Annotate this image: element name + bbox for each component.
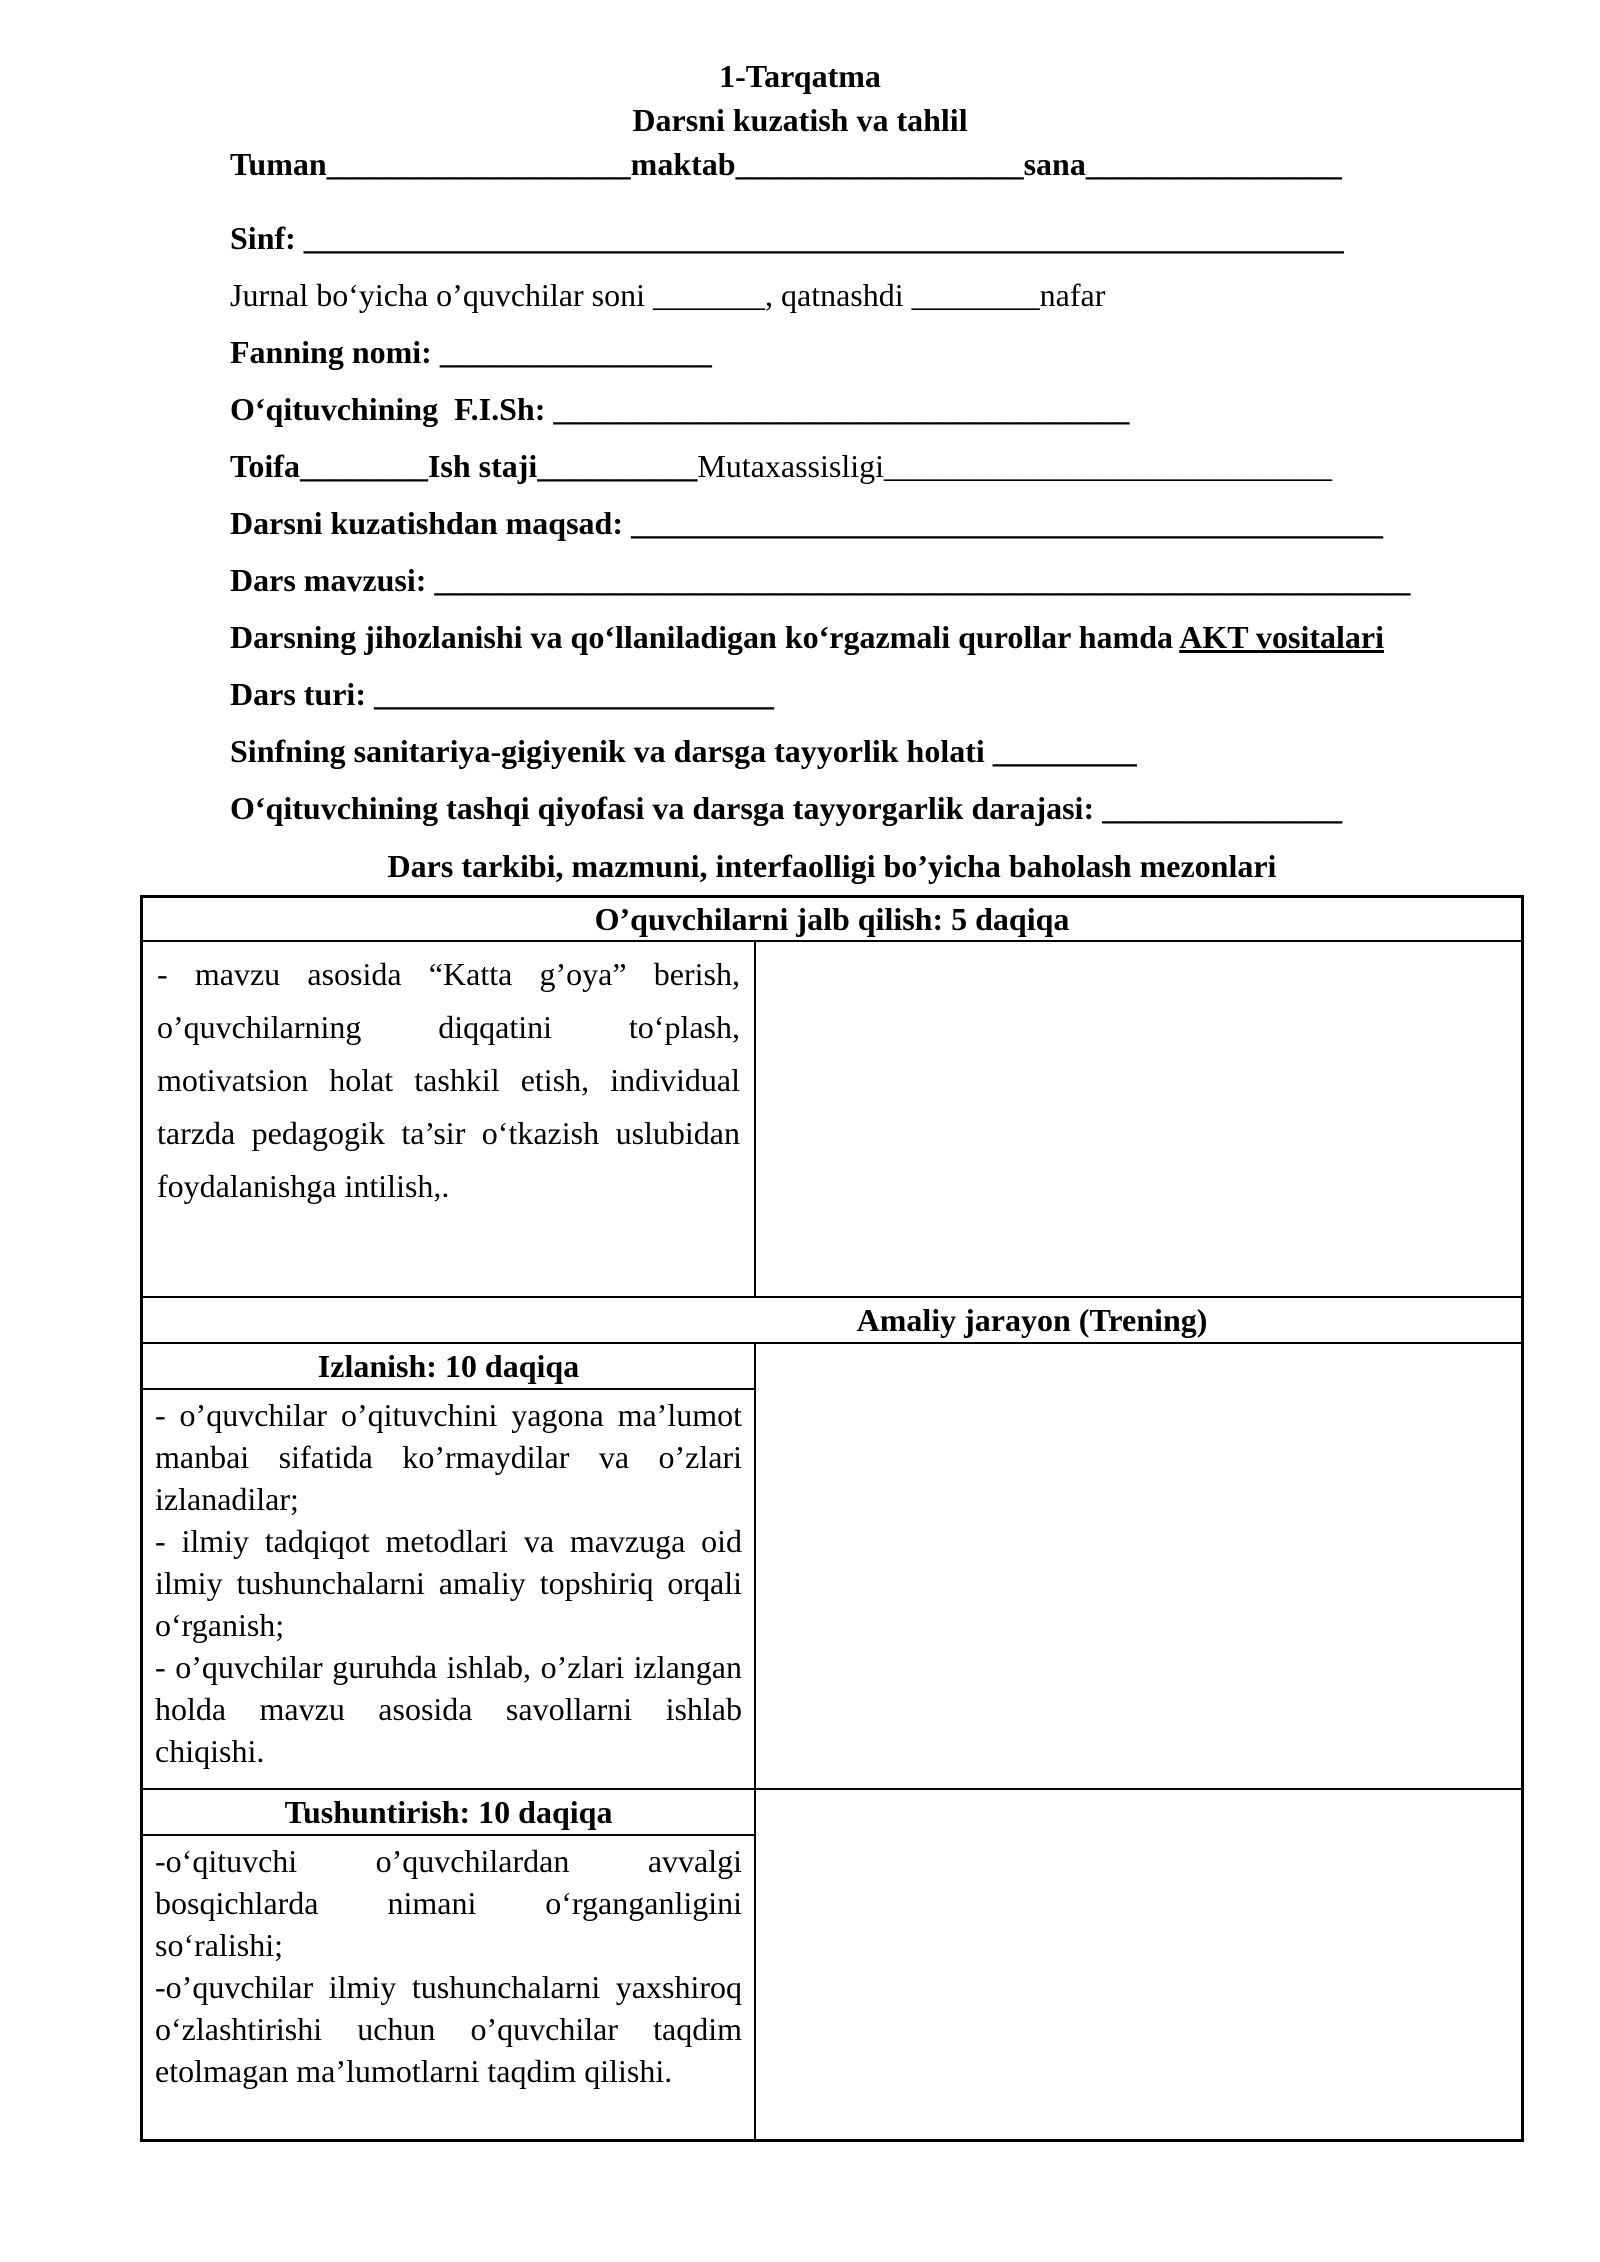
section1-criteria-cell: - mavzu asosida “Katta g’oya” berish, o’quvchilarning diqqatini to‘plash, motivatsion holat tashkil etish, individual tarzda pedagogik ta’sir o‘tkazish uslubidan foydalanishga intilish,. <box>143 942 756 1296</box>
section1-notes-cell <box>756 942 1521 1296</box>
izlanish-item: - o’quvchilar o’qituvchini yagona ma’lumot manbai sifatida ko’rmaydilar va o’zlari izlanadilar; <box>155 1397 742 1517</box>
field-kuzatish-maqsad: Darsni kuzatishdan maqsad: _______________________________________________ <box>230 505 1383 541</box>
izlanish-left-column <box>143 1344 756 1788</box>
tushuntirish-notes-cell <box>756 1790 1521 2139</box>
page-subtitle: Darsni kuzatish va tahlil <box>632 102 968 138</box>
izlanish-header-cell: Izlanish: 10 daqiqa <box>143 1344 754 1390</box>
tushuntirish-left-column <box>143 1790 756 2139</box>
field-dars-turi: Dars turi: _________________________ <box>230 676 774 712</box>
form-fields <box>0 220 1600 826</box>
section1-row <box>143 942 1521 1298</box>
field-tashqi-qiyofa: O‘qituvchining tashqi qiyofasi va darsga tayyorgarlik darajasi: _______________ <box>230 790 1343 826</box>
jihozlanish-label: Darsning jihozlanishi va qo‘llaniladigan ko‘rgazmali qurollar hamda <box>230 619 1180 655</box>
field-jurnal-soni: Jurnal bo‘yicha o’quvchilar soni _______, qatnashdi ________nafar <box>230 277 1106 313</box>
izlanish-criteria-cell <box>143 1390 754 1788</box>
field-fanning-nomi: Fanning nomi: _________________ <box>230 334 712 370</box>
tushuntirish-section-row <box>143 1790 1521 2139</box>
akt-vositalari-label: AKT vositalari <box>1179 619 1384 655</box>
field-toifa-staji-mutaxassislik <box>230 448 1600 484</box>
evaluation-table <box>140 895 1524 2142</box>
tushuntirish-criteria-cell <box>143 1836 754 2139</box>
field-dars-mavzusi: Dars mavzusi: _____________________________________________________________ <box>230 562 1411 598</box>
tushuntirish-item: -o‘qituvchi o’quvchilardan avvalgi bosqichlarda nimani o‘rganganligini so‘ralishi; <box>155 1843 742 1963</box>
criteria-heading: Dars tarkibi, mazmuni, interfaolligi bo’yicha baholash mezonlari <box>387 848 1277 884</box>
izlanish-item: - o’quvchilar guruhda ishlab, o’zlari izlangan holda mavzu asosida savollarni ishlab chiqishi. <box>155 1649 742 1769</box>
line-jihozlanish <box>230 619 1600 655</box>
izlanish-notes-cell <box>756 1344 1521 1788</box>
mutaxassisligi-label: Mutaxassisligi____________________________ <box>697 448 1332 484</box>
page-title: 1-Tarqatma <box>719 58 881 94</box>
tushuntirish-header-cell: Tushuntirish: 10 daqiqa <box>143 1790 754 1836</box>
field-sinf: Sinf: _________________________________________________________________ <box>230 220 1344 256</box>
section1-header-row: O’quvchilarni jalb qilish: 5 daqiqa <box>143 898 1521 942</box>
field-line-tuman-maktab-sana: Tuman___________________maktab__________________sana________________ <box>230 146 1342 182</box>
tushuntirish-item: -o’quvchilar ilmiy tushunchalarni yaxshiroq o‘zlashtirishi uchun o’quvchilar taqdim etolmagan ma’lumotlarni taqdim qilishi. <box>155 1969 742 2089</box>
field-sanitariya-holati: Sinfning sanitariya-gigiyenik va darsga tayyorlik holati _________ <box>230 733 1137 769</box>
toifa-staji-label: Toifa________Ish staji__________ <box>230 448 698 484</box>
izlanish-item: - ilmiy tadqiqot metodlari va mavzuga oid ilmiy tushunchalarni amaliy topshiriq orqali o‘rganish; <box>155 1523 742 1643</box>
izlanish-section-row <box>143 1344 1521 1790</box>
amaliy-jarayon-row: Amaliy jarayon (Trening) <box>143 1298 1521 1344</box>
field-oqituvchi-fish: O‘qituvchining F.I.Sh: ____________________________________ <box>230 391 1130 427</box>
